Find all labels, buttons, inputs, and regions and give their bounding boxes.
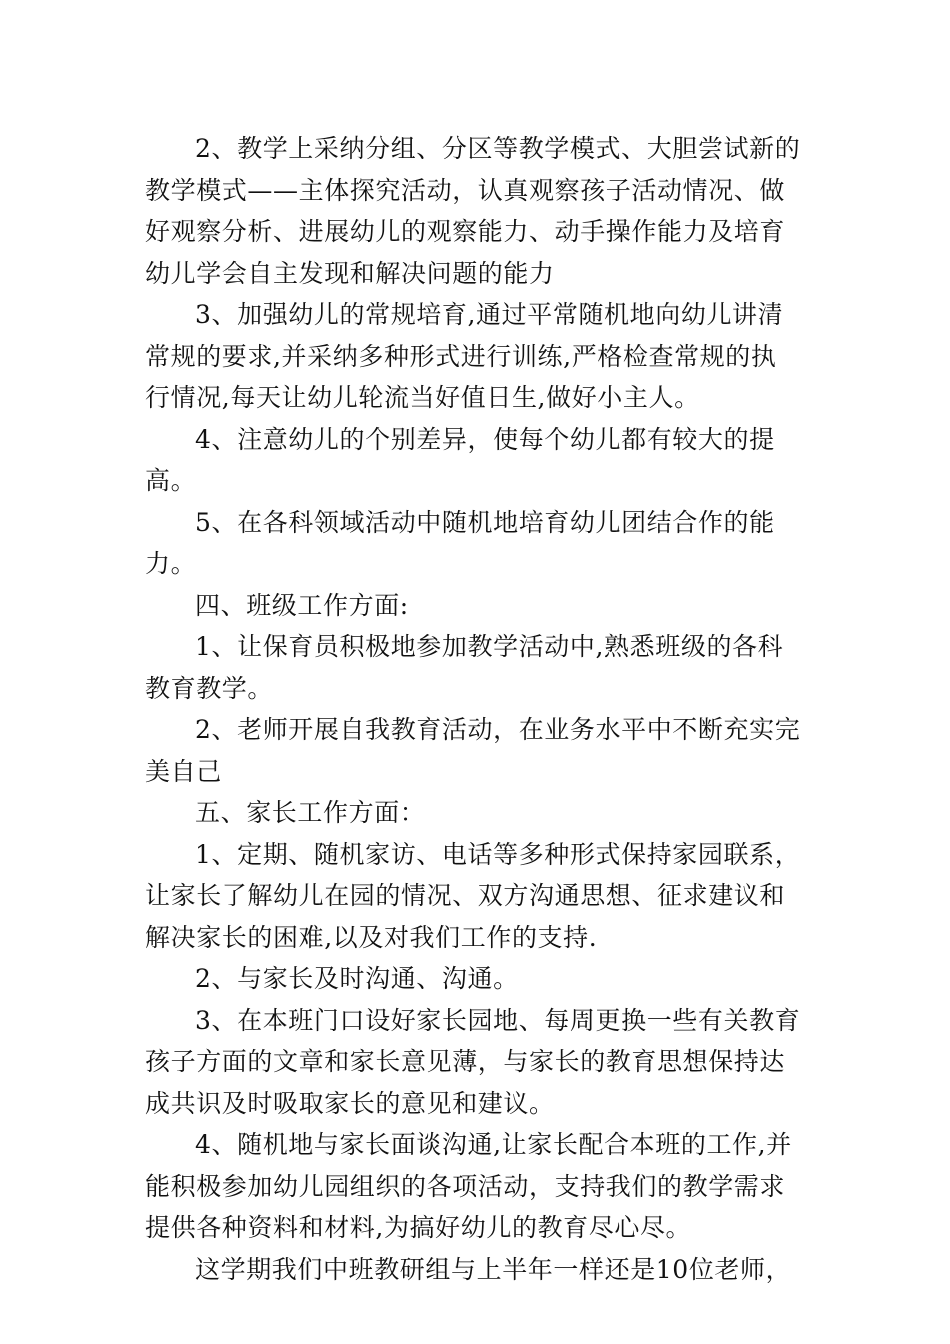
section-heading-parent-work [145,792,815,834]
paragraph-teaching-group [145,1249,815,1291]
text-line: 能积极参加幼儿园组织的各项活动，支持我们的教学需求 [145,1171,786,1201]
text-line: 提供各种资料和材料,为搞好幼儿的教育尽心尽。 [145,1213,692,1242]
text-line: 2、教学上采纳分组、分区等教学模式、大胆尝试新的 [195,134,801,163]
text-line: 行情况,每天让幼儿轮流当好值日生,做好小主人。 [145,383,700,412]
text-line: 常规的要求,并采纳多种形式进行训练,严格检查常规的执 [145,341,777,371]
text-line: 5、在各科领域活动中随机地培育幼儿团结合作的能力。 [145,507,775,578]
text-line: 3、在本班门口设好家长园地、每周更换一些有关教育 [195,1005,801,1035]
text-line: 教育教学。 [145,673,274,703]
paragraph-timely-communication [145,958,815,1000]
text-line: 2、与家长及时沟通、沟通。 [195,964,519,993]
text-line: 这学期我们中班教研组与上半年一样还是10位老师， [195,1254,792,1284]
paragraph-caregiver [145,626,815,709]
text-line: 4、随机地与家长面谈沟通,让家长配合本班的工作,并 [195,1130,792,1159]
text-line: 2、老师开展自我教育活动，在业务水平中不断充实完 [195,715,801,744]
text-line: 3、加强幼儿的常规培育,通过平常随机地向幼儿讲清 [195,300,784,329]
paragraph-routine-training [145,294,815,419]
text-line: 解决家长的困难,以及对我们工作的支持. [145,922,598,952]
text-line: 成共识及时吸取家长的意见和建议。 [145,1088,555,1118]
text-line: 美自己 [145,756,222,786]
text-line: 1、让保育员积极地参加教学活动中,熟悉班级的各科 [195,632,784,661]
text-line: 教学模式——主体探究活动，认真观察孩子活动情况、做 [145,175,786,205]
paragraph-self-education [145,709,815,792]
paragraph-home-visits [145,834,815,959]
text-line: 让家长了解幼儿在园的情况、双方沟通思想、征求建议和 [145,881,786,910]
text-line: 孩子方面的文章和家长意见薄，与家长的教育思想保持达 [145,1047,786,1076]
text-line: 四、班级工作方面: [195,590,409,620]
paragraph-teaching-mode [145,128,815,294]
text-line: 1、定期、随机家访、电话等多种形式保持家园联系， [195,839,801,869]
text-line: 好观察分析、进展幼儿的观察能力、动手操作能力及培育 [145,217,786,246]
text-line: 五、家长工作方面： [195,798,426,827]
paragraph-cooperation [145,502,815,585]
paragraph-parent-garden [145,1000,815,1125]
section-heading-class-work [145,585,815,627]
text-line: 4、注意幼儿的个别差异，使每个幼儿都有较大的提高。 [145,424,775,495]
paragraph-face-to-face [145,1124,815,1249]
document-body [145,128,815,1290]
text-line: 幼儿学会自主发现和解决问题的能力 [145,258,555,288]
paragraph-individual-differences [145,419,815,502]
